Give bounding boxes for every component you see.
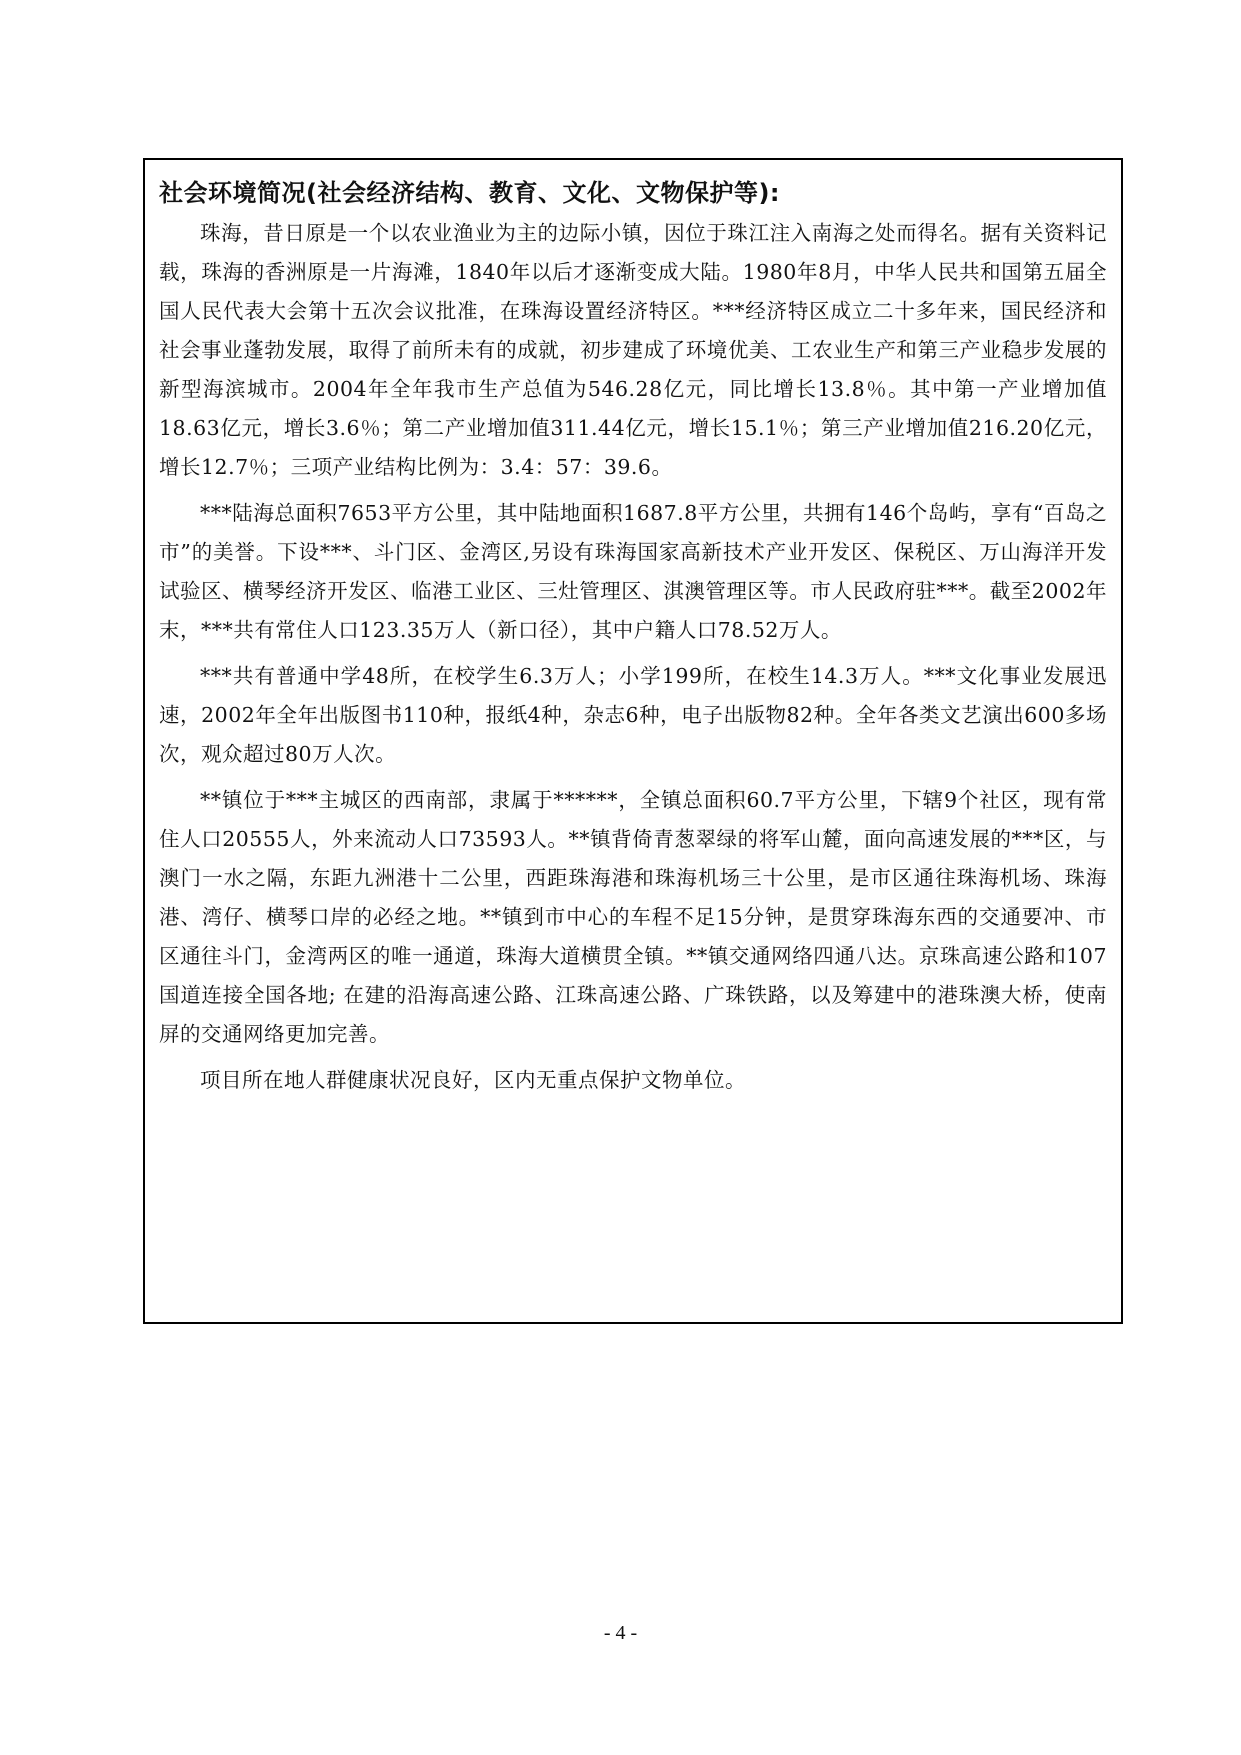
page-number: - 4 - <box>603 1622 638 1644</box>
paragraph-health-heritage: 项目所在地人群健康状况良好，区内无重点保护文物单位。 <box>200 1068 746 1092</box>
paragraph-education-culture: ***共有普通中学48所，在校学生6.3万人；小学199所，在校生14.3万人。***文化事业发展迅速，2002年全年出版图书110种，报纸4种，杂志6种，电子出版物82种。全年各类文艺演出600多场次，观众超过80万人次。 <box>159 664 1107 766</box>
paragraph-town-transport: **镇位于***主城区的西南部，隶属于******，全镇总面积60.7平方公里，下辖9个社区，现有常住人口20555人，外来流动人口73593人。**镇背倚青葱翠绿的将军山麓，面向高速发展的***区，与澳门一水之隔，东距九洲港十二公里，西距珠海港和珠海机场三十公里，是市区通往珠海机场、珠海港、湾仔、横琴口岸的必经之地。**镇到市中心的车程不足15分钟，是贯穿珠海东西的交通要冲、市区通往斗门，金湾两区的唯一通道，珠海大道横贯全镇。**镇交通网络四通八达。京珠高速公路和107国道连接全国各地; 在建的沿海高速公路、江珠高速公路、广珠铁路，以及筹建中的港珠澳大桥，使南屏的交通网络更加完善。 <box>159 788 1107 1046</box>
section-title: 社会环境简况(社会经济结构、教育、文化、文物保护等): <box>159 179 781 207</box>
paragraph-economy: 珠海，昔日原是一个以农业渔业为主的边际小镇，因位于珠江注入南海之处而得名。据有关资料记载，珠海的香洲原是一片海滩，1840年以后才逐渐变成大陆。1980年8月，中华人民共和国第五届全国人民代表大会第十五次会议批准，在珠海设置经济特区。***经济特区成立二十多年来，国民经济和社会事业蓬勃发展，取得了前所未有的成就，初步建成了环境优美、工农业生产和第三产业稳步发展的新型海滨城市。2004年全年我市生产总值为546.28亿元，同比增长13.8％。其中第一产业增加值18.63亿元，增长3.6％；第二产业增加值311.44亿元，增长15.1％；第三产业增加值216.20亿元，增长12.7％；三项产业结构比例为：3.4：57：39.6。 <box>159 221 1107 479</box>
content-frame <box>143 158 1123 1324</box>
paragraph-geography: ***陆海总面积7653平方公里，其中陆地面积1687.8平方公里，共拥有146个岛屿，享有“百岛之市”的美誉。下设***、斗门区、金湾区,另设有珠海国家高新技术产业开发区、保税区、万山海洋开发试验区、横琴经济开发区、临港工业区、三灶管理区、淇澳管理区等。市人民政府驻***。截至2002年末，***共有常住人口123.35万人（新口径），其中户籍人口78.52万人。 <box>159 501 1107 642</box>
